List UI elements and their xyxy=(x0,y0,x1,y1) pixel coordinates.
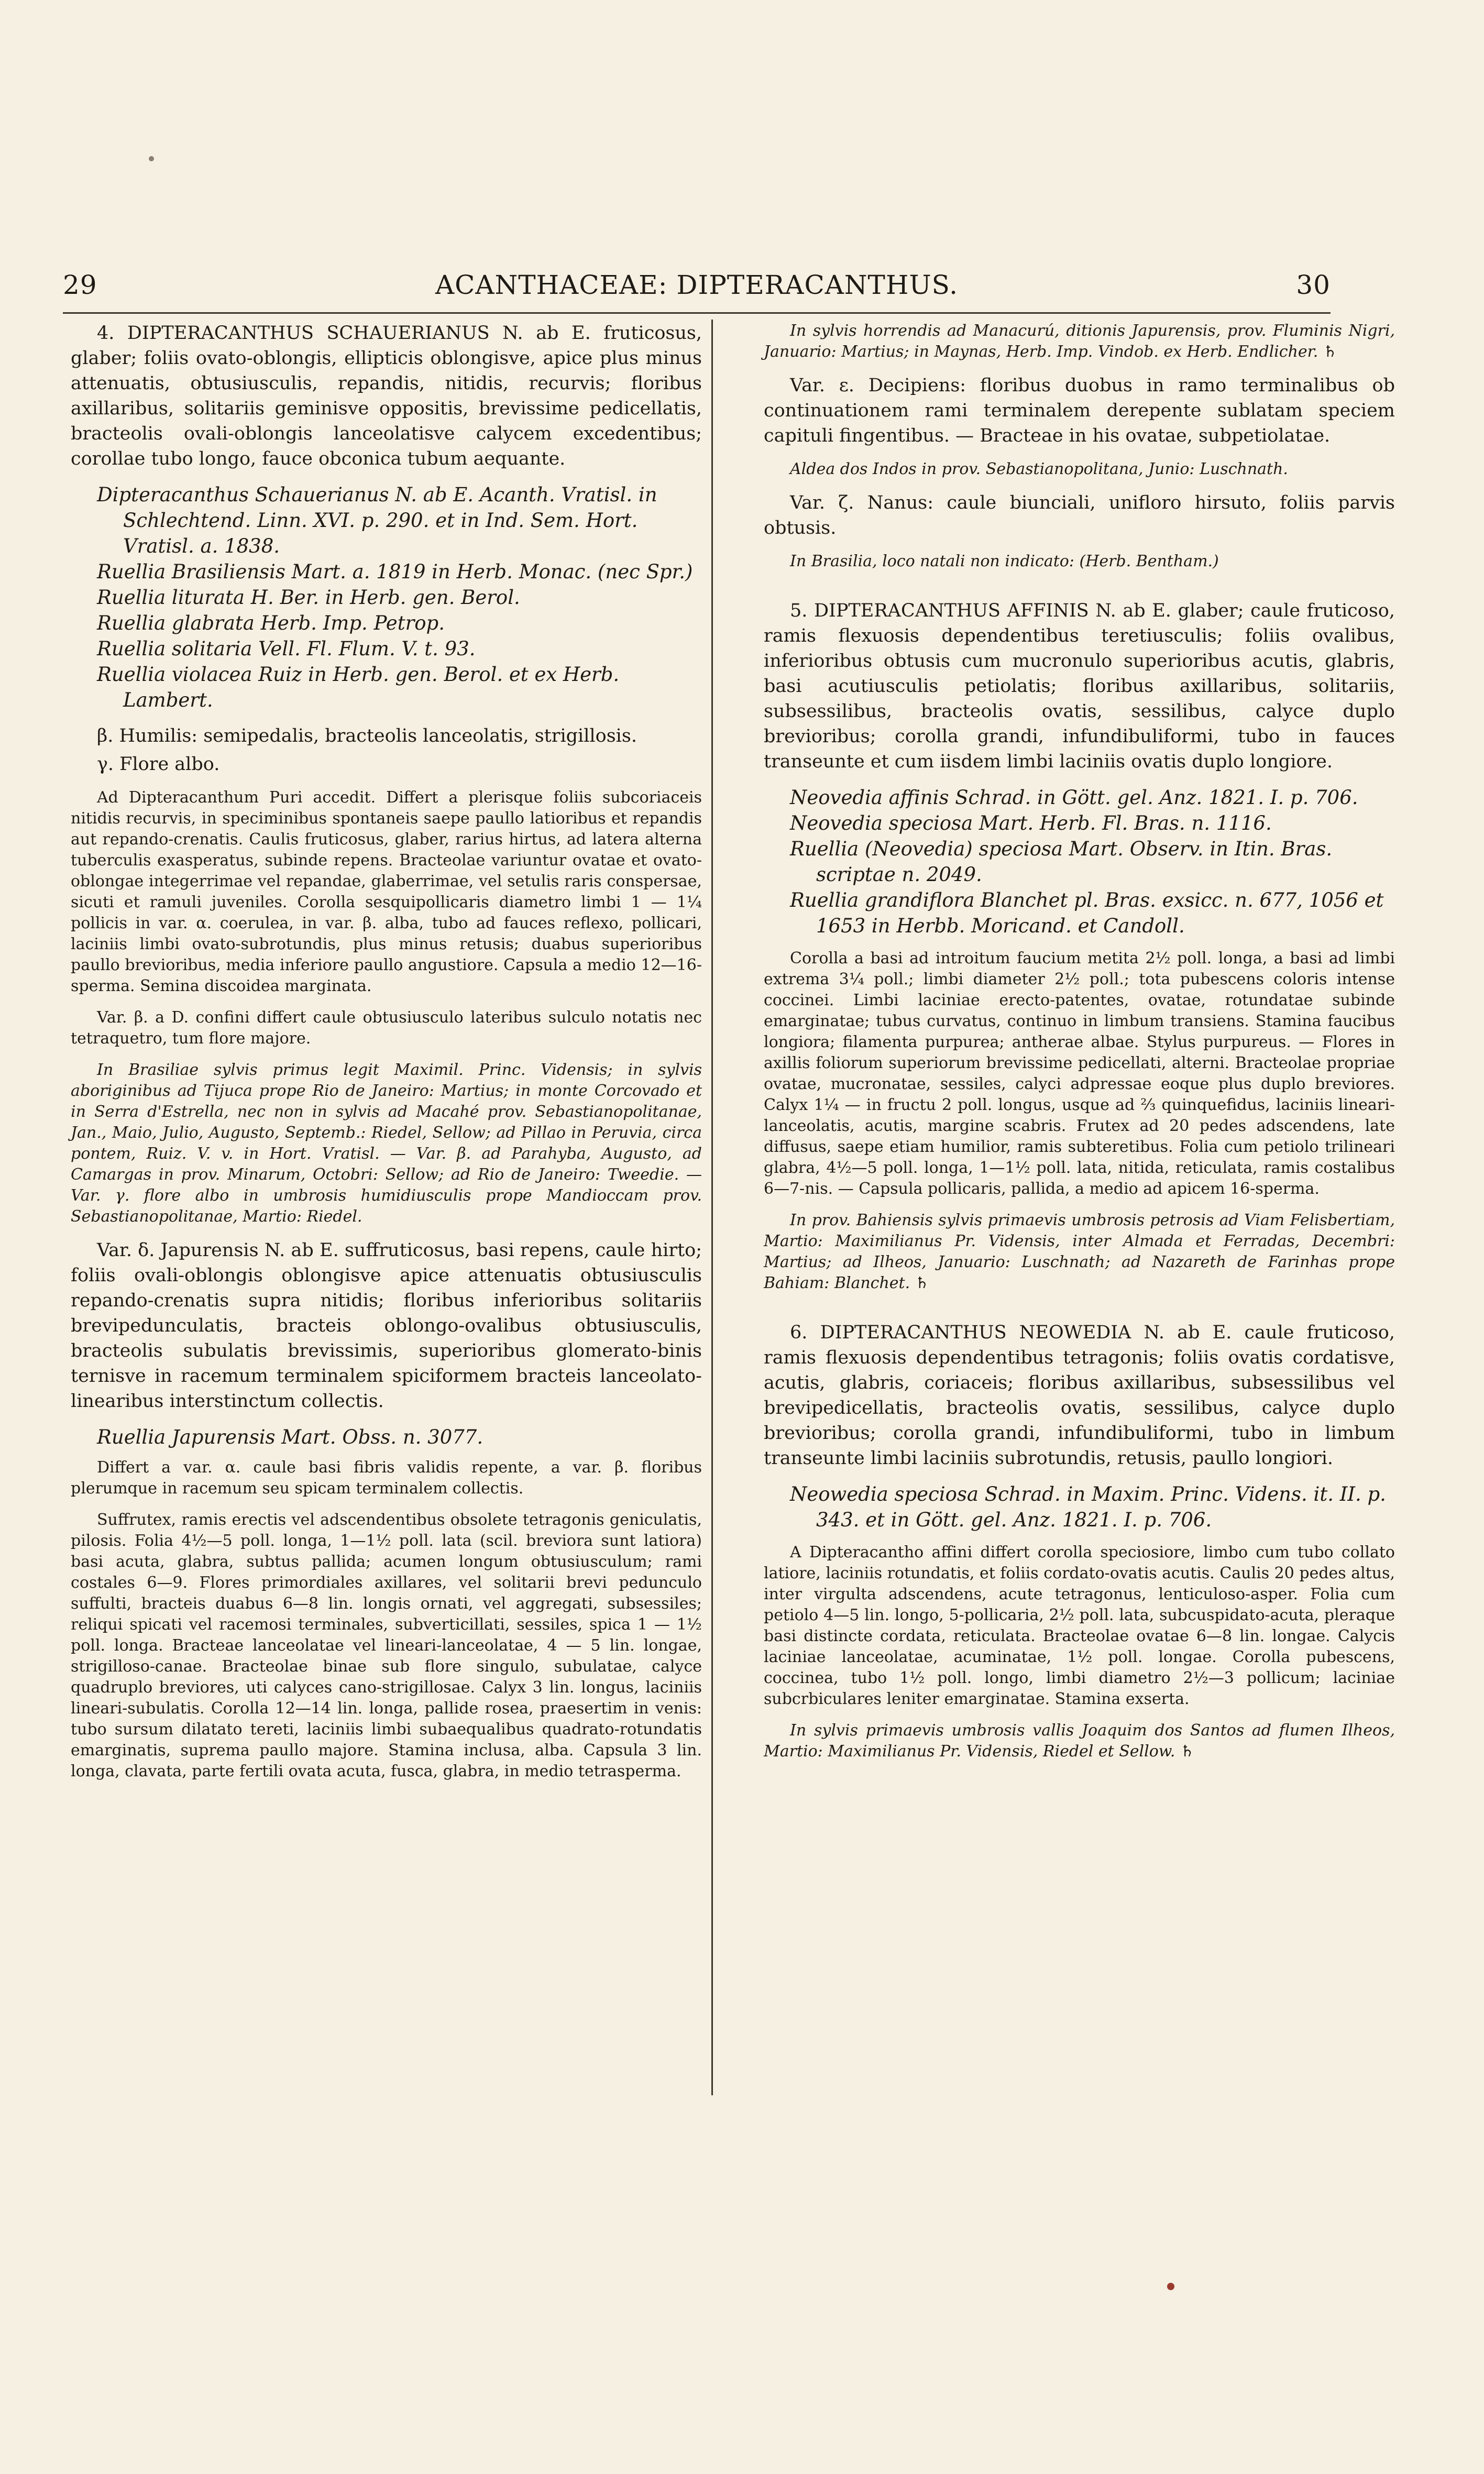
synonym: Ruellia grandiflora Blanchet pl. Bras. exsicc. n. 677, 1056 et 1653 in Herbb. Moricand. et Candoll. xyxy=(790,889,1384,937)
right-column xyxy=(764,321,1395,1773)
species-4-synonyms xyxy=(71,482,702,713)
page-number-left: 29 xyxy=(63,270,97,300)
species-4-diagnosis: 4. DIPTERACANTHUS SCHAUERIANUS N. ab E. fruticosus, glaber; foliis ovato-oblongis, ellipticis oblongisve, apice plus minus attenuatis, obtusiusculis, repandis, nitidis, recurvis; floribus axillaribus, solitariis geminisve oppositis, brevissime pedicellatis, bracteolis ovali-oblongis lanceolatisve calycem excedentibus; corollae tubo longo, fauce obconica tubum aequante. xyxy=(71,323,702,469)
species-6-diagnosis: 6. DIPTERACANTHUS NEOWEDIA N. ab E. caule fruticoso, ramis flexuosis dependentibus tetragonis; foliis ovatis cordatisve, acutis, glabris, coriaceis; floribus axillaribus, subsessilibus vel brevipedicellatis, bracteolis ovatis, sessilibus, calyce duplo brevioribus; corolla grandi, infundibuliformi, tubo in limbum transeunte limbi laciniis subrotundis, retusis, paullo longiori. xyxy=(764,1322,1395,1469)
variety-zeta: Var. ζ. Nanus: caule biunciali, unifloro hirsuto, foliis parvis obtusis. xyxy=(764,492,1395,538)
left-column xyxy=(71,321,702,1793)
variety-delta-localities: In sylvis horrendis ad Manacurú, ditionis Japurensis, prov. Fluminis Nigri, Januario: Martius; in Maynas, Herb. Imp. Vindob. ex Herb. Endlicher. ♄ xyxy=(764,322,1395,361)
species-5-description: Corolla a basi ad introitum faucium metita 2½ poll. longa, a basi ad limbi extrema 3¼ poll.; limbi diameter 2½ poll.; tota pubescens coloris intense coccinei. Limbi laciniae erecto-patentes, ovatae, rotundatae subinde emarginatae; tubus curvatus, continuo in limbum transiens. Stamina faucibus longiora; filamenta purpurea; antherae albae. Stylus purpureus. — Flores in axillis foliorum superiorum brevissime pedicellati, alterni. Bracteolae propriae ovatae, mucronatae, sessiles, calyci adpressae eoque plus duplo breviores. Calyx 1¼ — in fructu 2 poll. longus, usque ad ⅔ quinquefidus, laciniis lineari-lanceolatis, acutis, margine scabris. Frutex ad 20 pedes adscendens, late diffusus, saepe etiam humilior, ramis subteretibus. Folia cum petiolo trilineari glabra, 4½—5 poll. longa, 1—1½ poll. lata, nitida, reticulata, ramis costalibus 6—7-nis. — Capsula pollicaris, pallida, a medio ad apicem 16-sperma. xyxy=(764,949,1395,1198)
variety-beta-note: Var. β. a D. confini differt caule obtusiusculo lateribus sulculo notatis nec tetraquetro, tum flore majore. xyxy=(71,1008,702,1048)
running-title: ACANTHACEAE: DIPTERACANTHUS. xyxy=(435,270,959,300)
column-divider xyxy=(711,320,713,2095)
synonym: Dipteracanthus Schauerianus N. ab E. Acanth. Vratisl. in Schlechtend. Linn. XVI. p. 290. et in Ind. Sem. Hort. Vratisl. a. 1838. xyxy=(97,483,657,557)
synonym: Ruellia (Neovedia) speciosa Mart. Observ. in Itin. Bras. scriptae n. 2049. xyxy=(790,838,1333,886)
synonym: Neowedia speciosa Schrad. in Maxim. Princ. Videns. it. II. p. 343. et in Gött. gel. Anz. 1821. I. p. 706. xyxy=(790,1483,1386,1531)
species-4-localities: In Brasiliae sylvis primus legit Maximil. Princ. Vidensis; in sylvis aboriginibus ad Tijuca prope Rio de Janeiro: Martius; in monte Corcovado et in Serra d'Estrella, nec non in sylvis ad Macahé prov. Sebastianopolitanae, Jan., Maio, Julio, Augusto, Septemb.: Riedel, Sellow; ad Pillao in Peruvia, circa pontem, Ruiz. V. v. in Hort. Vratisl. — Var. β. ad Parahyba, Augusto, ad Camargas in prov. Minarum, Octobri: Sellow; ad Rio de Janeiro: Tweedie. — Var. γ. flore albo in umbrosis humidiusculis prope Mandioccam prov. Sebastianopolitanae, Martio: Riedel. xyxy=(71,1061,702,1226)
variety-epsilon: Var. ε. Decipiens: floribus duobus in ramo terminalibus ob continuationem rami terminalem derepente sublatam speciem capituli fingentibus. — Bracteae in his ovatae, subpetiolatae. xyxy=(764,375,1395,446)
synonym: Ruellia glabrata Herb. Imp. Petrop. xyxy=(97,612,445,634)
species-5-localities: In prov. Bahiensis sylvis primaevis umbrosis petrosis ad Viam Felisbertiam, Martio: Maximilianus Pr. Vidensis, inter Almada et Ferradas, Decembri: Martius; ad Ilheos, Januario: Luschnath; ad Nazareth de Farinhas prope Bahiam: Blanchet. ♄ xyxy=(764,1211,1395,1292)
variety-epsilon-locality: Aldea dos Indos in prov. Sebastianopolitana, Junio: Luschnath. xyxy=(790,460,1288,478)
running-header xyxy=(63,270,1331,306)
species-4-description: Ad Dipteracanthum Puri accedit. Differt a plerisque foliis subcoriaceis nitidis recurvis, in speciminibus spontaneis saepe paullo latioribus et repandis aut repando-crenatis. Caulis fruticosus, glaber, rarius hirtus, ad latera alterna tuberculis exasperatus, subinde repens. Bracteolae variuntur ovatae et ovato-oblongae integerrimae vel repandae, glaberrimae, vel setulis raris conspersae, sicuti et ramuli juveniles. Corolla sesquipollicaris diametro limbi 1 — 1¼ pollicis in var. α. coerulea, in var. β. alba, tubo ad fauces reflexo, pollicari, laciniis limbi ovato-subrotundis, plus minus retusis; duabus superioribus paullo brevioribus, media inferiore paullo angustiore. Capsula a medio 12—16-sperma. Semina discoidea marginata. xyxy=(71,788,702,995)
species-6-localities: In sylvis primaevis umbrosis vallis Joaquim dos Santos ad flumen Ilheos, Martio: Maximilianus Pr. Vidensis, Riedel et Sellow. ♄ xyxy=(764,1721,1395,1761)
synonym: Ruellia solitaria Vell. Fl. Flum. V. t. 93. xyxy=(97,637,476,660)
variety-zeta-locality: In Brasilia, loco natali non indicato: (Herb. Bentham.) xyxy=(790,552,1219,570)
variety-delta: Var. δ. Japurensis N. ab E. suffruticosus, basi repens, caule hirto; foliis ovali-oblongis oblongisve apice attenuatis obtusiusculis repando-crenatis supra nitidis; floribus inferioribus solitariis brevipedunculatis, bracteis oblongo-ovalibus obtusiusculis, bracteolis subulatis brevissimis, superioribus glomerato-binis ternisve in racemum terminalem spiciformem bracteis lanceolato-linearibus interstinctum collectis. xyxy=(71,1240,702,1412)
synonym: Ruellia Brasiliensis Mart. a. 1819 in Herb. Monac. (nec Spr.) xyxy=(97,560,693,583)
species-5-synonyms xyxy=(764,785,1395,939)
synonym: Ruellia liturata H. Ber. in Herb. gen. Berol. xyxy=(97,586,520,609)
variety-delta-note: Differt a var. α. caule basi fibris validis repente, a var. β. floribus plerumque in racemum seu spicam terminalem collectis. xyxy=(71,1458,702,1498)
specks xyxy=(149,156,154,161)
variety-beta: β. Humilis: semipedalis, bracteolis lanceolatis, strigillosis. xyxy=(97,725,637,746)
species-6-description: A Dipteracantho affini differt corolla speciosiore, limbo cum tubo collato latiore, laciniis rotundatis, et foliis cordato-ovatis acutis. Caulis 20 pedes altus, inter virgulta adscendens, acute tetragonus, lenticuloso-asper. Folia cum petiolo 4—5 lin. longo, 5-pollicaria, 2½ poll. lata, subcuspidato-acuta, pleraque basi distincte cordata, reticulata. Bracteolae ovatae 6—8 lin. longae. Calycis laciniae lanceolatae, acuminatae, 1½ poll. longae. Corolla pubescens, coccinea, tubo 1½ poll. longo, limbi diametro 2½—3 pollicum; laciniae subcrbiculares leniter emarginatae. Stamina exserta. xyxy=(764,1543,1395,1708)
species-5-diagnosis: 5. DIPTERACANTHUS AFFINIS N. ab E. glaber; caule fruticoso, ramis flexuosis dependentibus teretiusculis; foliis ovalibus, inferioribus obtusis cum mucronulo superioribus acutis, glabris, basi acutiusculis petiolatis; floribus axillaribus, solitariis, subsessilibus, bracteolis ovatis, sessilibus, calyce duplo brevioribus; corolla grandi, infundibuliformi, tubo in fauces transeunte et cum iisdem limbi laciniis ovatis duplo longiore. xyxy=(764,600,1395,772)
spacer xyxy=(764,1304,1395,1320)
spacer xyxy=(764,582,1395,598)
species-6-synonyms xyxy=(764,1481,1395,1533)
synonym: Neovedia affinis Schrad. in Gött. gel. Anz. 1821. I. p. 706. xyxy=(790,786,1358,809)
variety-delta-description: Suffrutex, ramis erectis vel adscendentibus obsolete tetragonis geniculatis, pilosis. Folia 4½—5 poll. longa, 1—1½ poll. lata (scil. breviora sunt latiora) basi acuta, glabra, subtus pallida; acumen longum obtusiusculum; rami costales 6—9. Flores primordiales axillares, vel solitarii brevi pedunculo suffulti, bracteis duabus 6—8 lin. longis ornati, vel aggregati, subsessiles; reliqui spicati vel racemosi terminales, subverticillati, sessiles, spica 1 — 1½ poll. longa. Bracteae lanceolatae vel lineari-lanceolatae, 4 — 5 lin. longae, strigilloso-canae. Bracteolae binae sub flore singulo, subulatae, calyce quadruplo breviores, uti calyces cano-strigillosae. Calyx 3 lin. longus, laciniis lineari-subulatis. Corolla 12—14 lin. longa, pallide rosea, praesertim in venis: tubo sursum dilatato tereti, laciniis limbi subaequalibus quadrato-rotundatis emarginatis, suprema paullo majore. Stamina inclusa, alba. Capsula 3 lin. longa, clavata, parte fertili ovata acuta, fusca, glabra, in medio tetrasperma. xyxy=(71,1511,702,1780)
variety-delta-synonym xyxy=(71,1424,702,1450)
variety-gamma: γ. Flore albo. xyxy=(97,754,220,775)
synonym: Ruellia Japurensis Mart. Obss. n. 3077. xyxy=(97,1426,483,1448)
page-number-right: 30 xyxy=(1296,270,1331,300)
specks xyxy=(1167,2283,1174,2290)
synonym: Neovedia speciosa Mart. Herb. Fl. Bras. n. 1116. xyxy=(790,812,1272,834)
synonym: Ruellia violacea Ruiz in Herb. gen. Berol. et ex Herb. Lambert. xyxy=(97,663,620,711)
header-rule xyxy=(63,312,1331,314)
